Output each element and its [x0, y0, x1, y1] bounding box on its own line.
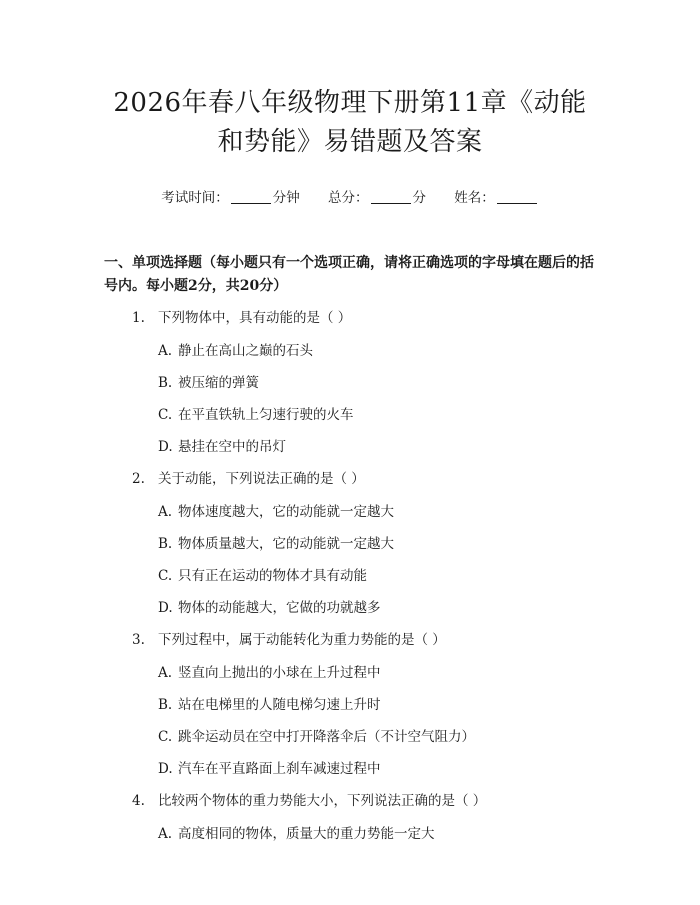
- option-list: [104, 662, 596, 780]
- option-letter: C.: [158, 729, 173, 745]
- question-number: 1.: [132, 310, 145, 326]
- question-number: 2.: [132, 471, 145, 487]
- question-item: [104, 629, 596, 780]
- answer-option: [104, 340, 596, 362]
- section-heading: 一、单项选择题（每小题只有一个选项正确，请将正确选项的字母填在题后的括号内。每小题2分，共20分）: [104, 255, 594, 294]
- question-text: 关于动能，下列说法正确的是（ ）: [158, 471, 365, 487]
- exam-time-label: 考试时间：: [161, 190, 229, 206]
- total-score-blank: [371, 190, 411, 204]
- option-letter: A.: [158, 826, 173, 842]
- answer-option: [104, 694, 596, 716]
- answer-option: [104, 597, 596, 619]
- option-text: 悬挂在空中的吊灯: [178, 439, 286, 455]
- question-list: [104, 307, 596, 845]
- total-score-field: [328, 188, 426, 208]
- option-letter: D.: [158, 600, 173, 616]
- question-text: 下列物体中，具有动能的是（ ）: [158, 310, 352, 326]
- answer-option: [104, 533, 596, 555]
- question-item: [104, 307, 596, 458]
- answer-option: [104, 372, 596, 394]
- question-item: [104, 468, 596, 619]
- answer-option: [104, 726, 596, 748]
- answer-option: [104, 404, 596, 426]
- option-list: [104, 823, 596, 845]
- option-text: 被压缩的弹簧: [178, 375, 259, 391]
- option-text: 物体速度越大，它的动能就一定越大: [178, 504, 394, 520]
- exam-time-blank: [231, 190, 271, 204]
- option-text: 站在电梯里的人随电梯匀速上升时: [178, 697, 381, 713]
- question-stem: [104, 468, 596, 490]
- question-number: 3.: [132, 632, 145, 648]
- option-letter: B.: [158, 697, 173, 713]
- answer-option: [104, 501, 596, 523]
- option-text: 汽车在平直路面上刹车减速过程中: [178, 761, 381, 777]
- option-letter: C.: [158, 407, 173, 423]
- question-text: 比较两个物体的重力势能大小，下列说法正确的是（ ）: [158, 793, 487, 809]
- student-name-field: [454, 188, 539, 208]
- option-letter: B.: [158, 375, 173, 391]
- option-text: 物体质量越大，它的动能就一定越大: [178, 536, 394, 552]
- option-text: 高度相同的物体，质量大的重力势能一定大: [178, 826, 435, 842]
- student-name-label: 姓名：: [454, 190, 495, 206]
- answer-option: [104, 565, 596, 587]
- option-letter: D.: [158, 439, 173, 455]
- answer-option: [104, 823, 596, 845]
- option-list: [104, 340, 596, 458]
- option-letter: D.: [158, 761, 173, 777]
- option-text: 竖直向上抛出的小球在上升过程中: [178, 665, 381, 681]
- option-letter: A.: [158, 343, 173, 359]
- question-number: 4.: [132, 793, 145, 809]
- option-text: 物体的动能越大，它做的功就越多: [178, 600, 381, 616]
- option-letter: A.: [158, 504, 173, 520]
- exam-info-line: [104, 188, 596, 208]
- exam-time-field: [161, 188, 300, 208]
- option-text: 在平直铁轨上匀速行驶的火车: [178, 407, 354, 423]
- option-letter: B.: [158, 536, 173, 552]
- exam-time-unit: 分钟: [272, 190, 300, 206]
- option-letter: C.: [158, 568, 173, 584]
- question-item: [104, 790, 596, 845]
- answer-option: [104, 436, 596, 458]
- question-stem: [104, 307, 596, 329]
- student-name-blank: [497, 190, 537, 204]
- total-score-unit: 分: [412, 190, 426, 206]
- total-score-label: 总分：: [328, 190, 369, 206]
- document-title: 2026年春八年级物理下册第11章《动能和势能》易错题及答案: [113, 88, 587, 157]
- option-text: 跳伞运动员在空中打开降落伞后（不计空气阻力）: [178, 729, 475, 745]
- option-letter: A.: [158, 665, 173, 681]
- question-stem: [104, 790, 596, 812]
- option-text: 只有正在运动的物体才具有动能: [178, 568, 367, 584]
- answer-option: [104, 662, 596, 684]
- option-list: [104, 501, 596, 619]
- option-text: 静止在高山之巅的石头: [178, 343, 313, 359]
- question-stem: [104, 629, 596, 651]
- question-text: 下列过程中，属于动能转化为重力势能的是（ ）: [158, 632, 446, 648]
- answer-option: [104, 758, 596, 780]
